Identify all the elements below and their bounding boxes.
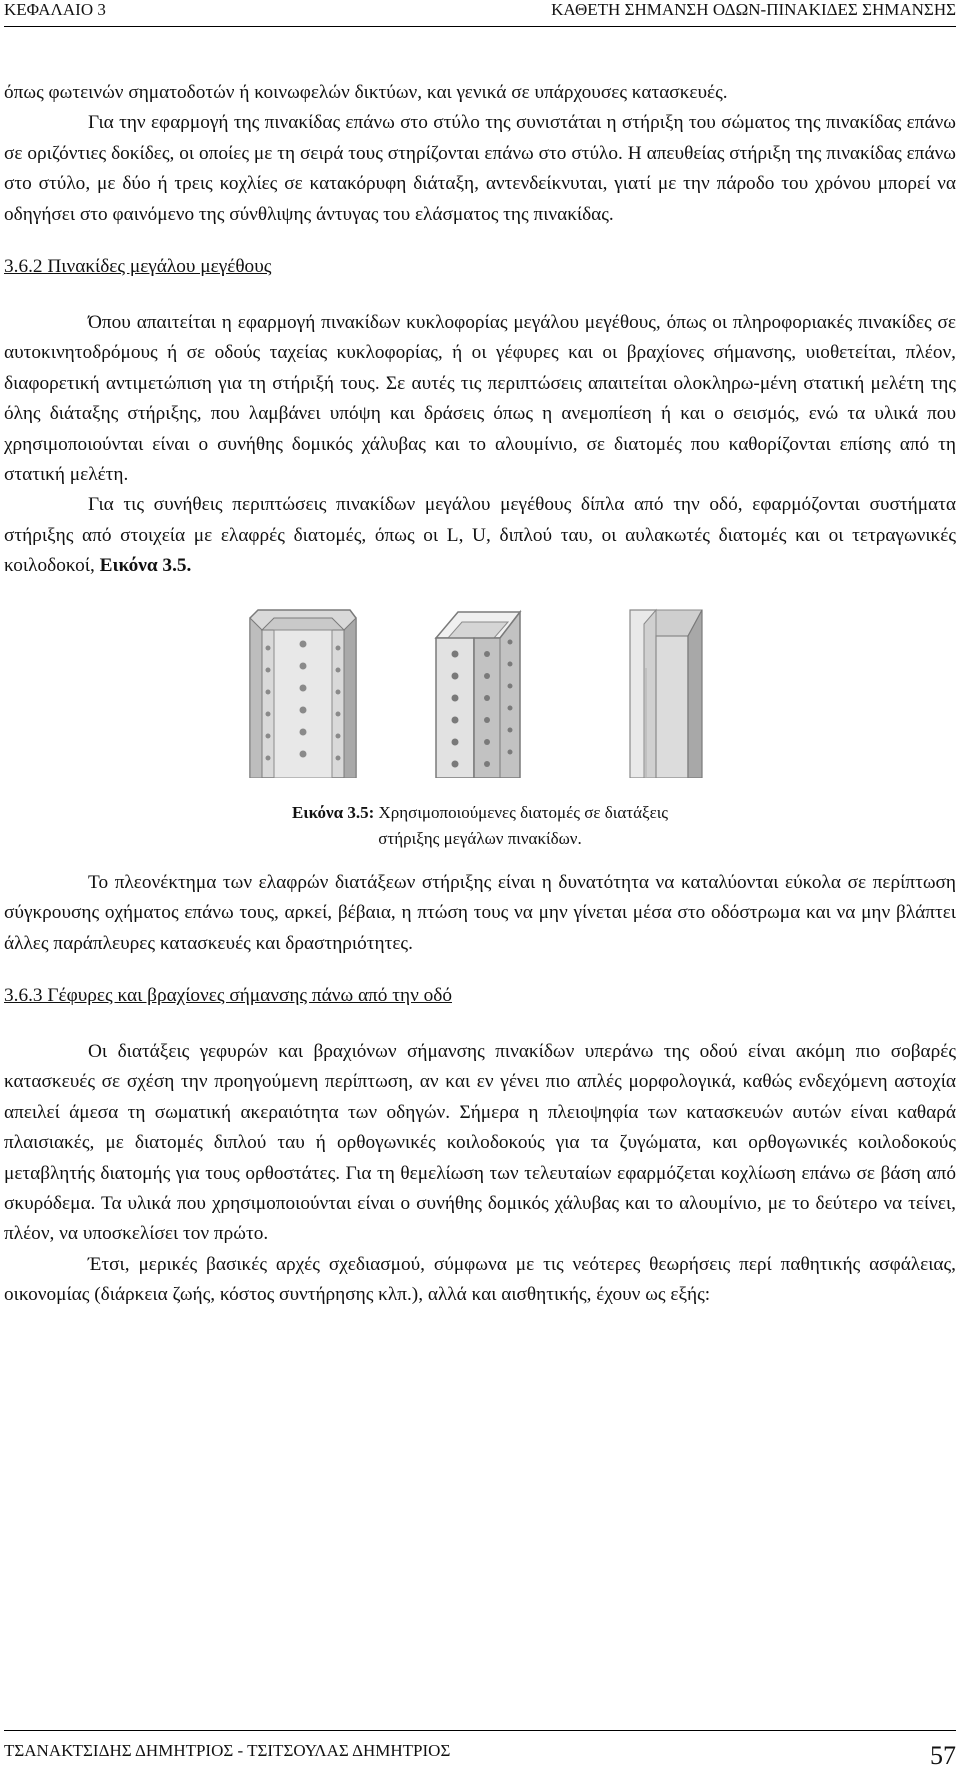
figure-reference: Εικόνα 3.5.: [99, 555, 192, 577]
caption-text-2: στήριξης μεγάλων πινακίδων.: [378, 828, 582, 848]
square-hollow-section-image: [428, 608, 530, 778]
paragraph-3: Όπου απαιτείται η εφαρμογή πινακίδων κυκλοφορίας μεγάλου μεγέθους, όπως οι πληροφοριακές πινακίδες σε αυτοκινητοδρόμους ή σε οδούς ταχείας κυκλοφορίας, ή οι γέφυρες και οι βραχίονες σήμανσης, υιοθετείται, πλέον, διαφορετική αντιμετώπιση για τη στήριξή τους. Σε αυτές τις περιπτώσεις απαιτείται ολοκληρω-μένη στατική μελέτη της όλης διάταξης στήριξης, που λαμβάνει υπόψη και δράσεις όπως η ανεμοπίεση ή και ο σεισμός, ενώ τα υλικά που χρησιμοποιούνται είναι ο συνήθης δομικός χάλυβας και το αλουμίνιο, σε διατομές που καθορίζονται επίσης από τη στατική μελέτη.: [4, 312, 956, 486]
section-heading-3-6-3: [4, 981, 956, 1011]
paragraph-2: Για την εφαρμογή της πινακίδας επάνω στο στύλο της συνιστάται η στήριξη του σώματος της πινακίδας επάνω σε οριζόντιες δοκίδες, οι οποίες με τη σειρά τους στηρίζονται επάνω στο στύλο. Η απευθείας στήριξη της πινακίδας επάνω στο στύλο, με δύο ή τρεις κοχλίες σε κατακόρυφη διάταξη, αντενδείκνυται, γιατί με την πάροδο του χρόνου μπορεί να οδηγήσει στο φαινόμενο της σύνθλιψης άντυγας του ελάσματος της πινακίδας.: [4, 112, 956, 225]
header-section-title: ΚΑΘΕΤΗ ΣΗΜΑΝΣΗ ΟΔΩΝ-ΠΙΝΑΚΙΔΕΣ ΣΗΜΑΝΣΗΣ: [551, 0, 956, 19]
angle-profile-image: [626, 608, 718, 778]
chapter-label: ΚΕΦΑΛΑΙΟ 3: [4, 0, 106, 19]
heading-text: 3.6.3 Γέφυρες και βραχίονες σήμανσης πάνω από την οδό: [4, 984, 452, 1006]
page-footer: [4, 1730, 956, 1771]
figure-caption: [4, 800, 956, 852]
caption-line-1: [4, 800, 956, 826]
caption-label: Εικόνα 3.5:: [291, 802, 375, 822]
paragraph-7: Έτσι, μερικές βασικές αρχές σχεδιασμού, σύμφωνα με τις νεότερες θεωρήσεις περί παθητικής ασφάλειας, οικονομίας (διάρκεια ζωής, κόστος συντήρησης κλπ.), αλλά και αισθητικής, έχουν ως εξής:: [4, 1253, 956, 1306]
paragraph-4-text: Για τις συνήθεις περιπτώσεις πινακίδων μεγάλου μεγέθους δίπλα από την οδό, εφαρμόζονται συστήματα στήριξης από στοιχεία με ελαφρές διατομές, όπως οι L, U, διπλού ταυ, οι αυλακωτές διατομές και οι τετραγωνικές κοιλοδοκοί,: [4, 494, 956, 577]
page-content: [4, 78, 956, 1311]
paragraph-1: όπως φωτεινών σηματοδοτών ή κοινωφελών δικτύων, και γενικά σε υπάρχουσες κατασκευές.: [4, 82, 728, 103]
paragraph-6: Οι διατάξεις γεφυρών και βραχιόνων σήμανσης πινακίδων υπεράνω της οδού είναι ακόμη πιο σοβαρές κατασκευές σε σχέση την προηγούμενη περίπτωση, αν και εν γένει πιο απλές μορφολογικά, καθώς ενδεχόμενη αστοχία απειλεί άμεσα τη σωματική ακεραιότητα των οδηγών. Σήμερα η πλειοψηφία των κατασκευών αυτών είναι καθαρά πλαισιακές, με διατομές διπλού ταυ ή ορθογωνικές κοιλοδοκούς για τα ζυγώματα, και ορθογωνικές κοιλοδοκούς μεταβλητής διατομής για τους ορθοστάτες. Για τη θεμελίωση των τελευταίων εφαρμόζεται κοχλίωση επάνω σε βάση από σκυρόδεμα. Τα υλικά που χρησιμοποιούνται είναι ο συνήθης δομικός χάλυβας και το αλουμίνιο, με το δεύτερο να τείνει, πλέον, να υποσκελίσει τον πρώτο.: [4, 1040, 956, 1245]
heading-text: 3.6.2 Πινακίδες μεγάλου μεγέθους: [4, 256, 272, 278]
page-number: 57: [930, 1741, 956, 1770]
paragraph-5: Το πλεονέκτημα των ελαφρών διατάξεων στήριξης είναι η δυνατότητα να καταλύονται εύκολα σε περίπτωση σύγκρουσης οχήματος επάνω τους, αρκεί, βέβαια, η πτώση τους να μην γίνεται μέσα στο οδόστρωμα και να μην βλάπτει άλλες παράπλευρες κατασκευές και δραστηριότητες.: [4, 871, 956, 954]
paragraph-4: [4, 490, 956, 581]
figure-3-5: [4, 608, 956, 778]
caption-text-1: Χρησιμοποιούμενες διατομές σε διατάξεις: [378, 802, 669, 822]
footer-authors: ΤΣΑΝΑΚΤΣΙΔΗΣ ΔΗΜΗΤΡΙΟΣ - ΤΣΙΤΣΟΥΛΑΣ ΔΗΜΗΤΡΙΟΣ: [4, 1741, 451, 1760]
page-header: [4, 0, 956, 27]
section-heading-3-6-2: [4, 252, 956, 282]
channel-profile-image: [240, 608, 364, 778]
